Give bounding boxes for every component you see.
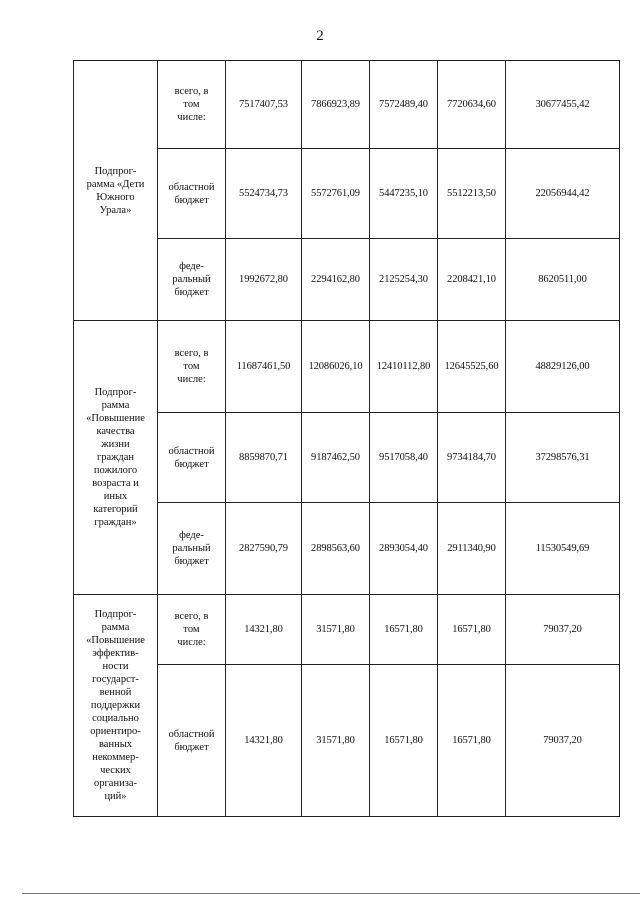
value-total-cell: 11530549,69 — [506, 503, 620, 595]
table-row — [74, 61, 620, 149]
value-2019-cell: 11687461,50 — [226, 321, 302, 413]
value-2020-cell: 12086026,10 — [302, 321, 370, 413]
value-2021-cell: 12410112,80 — [370, 321, 438, 413]
value-2021-cell: 16571,80 — [370, 595, 438, 665]
funding-source-cell: феде- ральный бюджет — [158, 503, 226, 595]
value-2022-cell: 16571,80 — [438, 595, 506, 665]
bottom-rule — [22, 893, 640, 894]
value-total-cell: 22056944,42 — [506, 149, 620, 239]
value-2019-cell: 8859870,71 — [226, 413, 302, 503]
subprogram-name-cell: Подпрог- рамма «Дети Южного Урала» — [74, 61, 158, 321]
value-2019-cell: 5524734,73 — [226, 149, 302, 239]
value-2020-cell: 2294162,80 — [302, 239, 370, 321]
funding-source-cell: областной бюджет — [158, 149, 226, 239]
value-2019-cell: 1992672,80 — [226, 239, 302, 321]
table-row — [74, 595, 620, 665]
value-2022-cell: 9734184,70 — [438, 413, 506, 503]
value-total-cell: 79037,20 — [506, 665, 620, 817]
value-2021-cell: 2125254,30 — [370, 239, 438, 321]
funding-source-cell: всего, в том числе: — [158, 61, 226, 149]
value-2020-cell: 7866923,89 — [302, 61, 370, 149]
funding-source-cell: феде- ральный бюджет — [158, 239, 226, 321]
budget-table-body — [74, 61, 620, 817]
funding-source-cell: областной бюджет — [158, 413, 226, 503]
value-2019-cell: 14321,80 — [226, 665, 302, 817]
value-2021-cell: 7572489,40 — [370, 61, 438, 149]
value-2022-cell: 2911340,90 — [438, 503, 506, 595]
value-total-cell: 37298576,31 — [506, 413, 620, 503]
value-2021-cell: 9517058,40 — [370, 413, 438, 503]
funding-source-cell: всего, в том числе: — [158, 321, 226, 413]
value-2020-cell: 31571,80 — [302, 665, 370, 817]
value-2019-cell: 14321,80 — [226, 595, 302, 665]
page-number: 2 — [316, 28, 324, 44]
value-2022-cell: 5512213,50 — [438, 149, 506, 239]
value-2021-cell: 16571,80 — [370, 665, 438, 817]
value-total-cell: 30677455,42 — [506, 61, 620, 149]
subprogram-name-cell: Подпрог- рамма «Повышение качества жизни граждан пожилого возраста и иных категорий граждан» — [74, 321, 158, 595]
value-2019-cell: 2827590,79 — [226, 503, 302, 595]
value-2020-cell: 5572761,09 — [302, 149, 370, 239]
value-2021-cell: 2893054,40 — [370, 503, 438, 595]
funding-source-cell: всего, в том числе: — [158, 595, 226, 665]
value-total-cell: 79037,20 — [506, 595, 620, 665]
budget-table — [73, 60, 620, 817]
value-2020-cell: 31571,80 — [302, 595, 370, 665]
table-row — [74, 321, 620, 413]
value-2022-cell: 12645525,60 — [438, 321, 506, 413]
value-2019-cell: 7517407,53 — [226, 61, 302, 149]
funding-source-cell: областной бюджет — [158, 665, 226, 817]
value-2022-cell: 7720634,60 — [438, 61, 506, 149]
value-2020-cell: 2898563,60 — [302, 503, 370, 595]
subprogram-name-cell: Подпрог- рамма «Повышение эффектив- ности государст- венной поддержки социально ориентиро- ванных некоммер- ческих организа- ций» — [74, 595, 158, 817]
value-2022-cell: 16571,80 — [438, 665, 506, 817]
value-2021-cell: 5447235,10 — [370, 149, 438, 239]
value-total-cell: 8620511,00 — [506, 239, 620, 321]
value-total-cell: 48829126,00 — [506, 321, 620, 413]
value-2020-cell: 9187462,50 — [302, 413, 370, 503]
value-2022-cell: 2208421,10 — [438, 239, 506, 321]
